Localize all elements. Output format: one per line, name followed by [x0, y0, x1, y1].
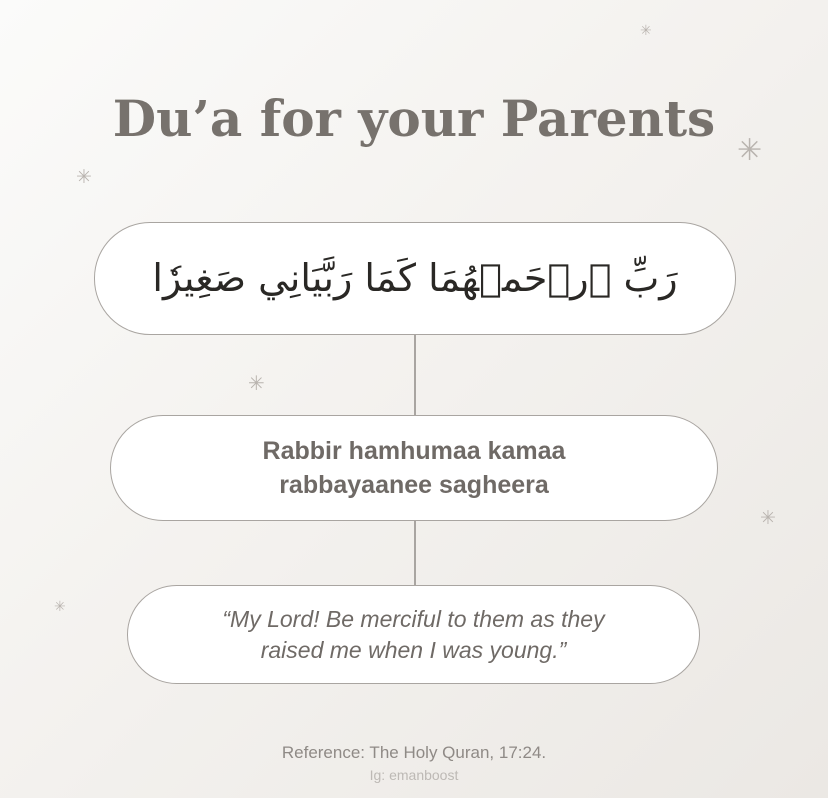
sparkle-icon: ✳ — [248, 371, 265, 395]
credit-text: Ig: emanboost — [369, 767, 459, 783]
transliteration-line-1: Rabbir hamhumaa kamaa — [262, 437, 566, 465]
sparkle-icon: ✳ — [54, 599, 66, 615]
translation-line-1: “My Lord! Be merciful to them as they — [222, 605, 605, 632]
translation-card — [127, 585, 700, 684]
translation-text — [222, 604, 604, 666]
page-title: Du’a for your Parents — [112, 89, 716, 148]
translation-line-2: raised me when I was young.” — [260, 636, 567, 663]
sparkle-icon: ✳ — [76, 166, 92, 188]
transliteration-text — [263, 434, 566, 502]
sparkle-icon: ✳ — [760, 507, 776, 529]
transliteration-line-2: rabbayaanee sagheera — [279, 471, 549, 499]
transliteration-card — [110, 415, 718, 521]
sparkle-icon: ✳ — [640, 23, 652, 39]
connector-line-bottom — [414, 521, 416, 585]
reference-text: Reference: The Holy Quran, 17:24. — [281, 743, 547, 762]
arabic-dua-text: رَبِّ ٱرۡحَمۡهُمَا كَمَا رَبَّيَانِي صَغِيرٗا — [152, 255, 678, 300]
sparkle-icon: ✳ — [737, 133, 763, 168]
arabic-dua-card — [94, 222, 736, 335]
connector-line-top — [414, 335, 416, 415]
